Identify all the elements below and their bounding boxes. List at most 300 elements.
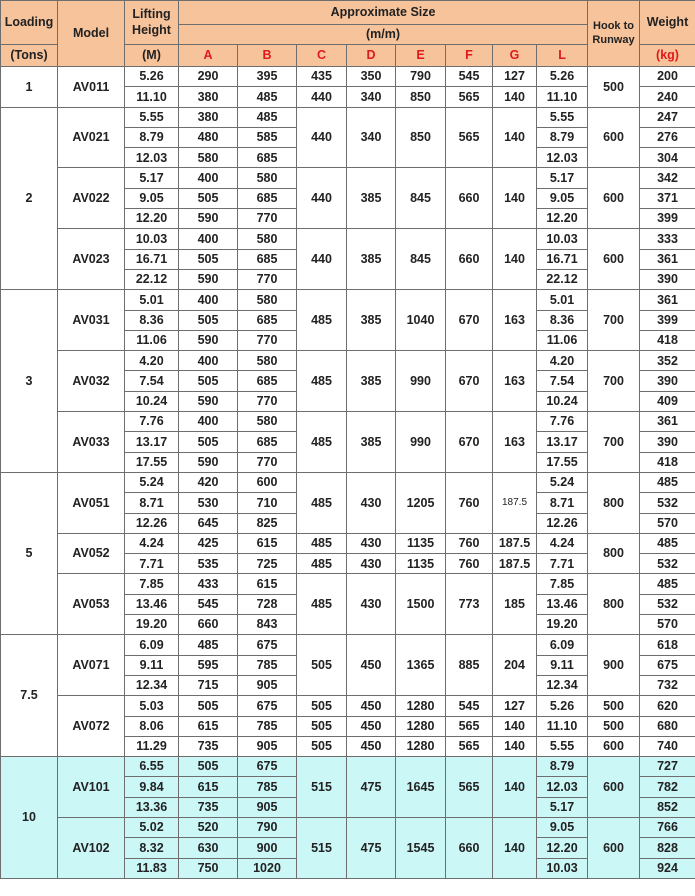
table-row	[1, 472, 695, 492]
lifting-height-cell: 11.10	[125, 87, 179, 107]
approximate-size-header: Approximate Size	[179, 1, 588, 25]
weight-cell: 766	[640, 817, 695, 837]
weight-cell: 532	[640, 594, 695, 614]
hook-to-runway-cell: 700	[588, 412, 640, 473]
size-f-cell: 565	[446, 107, 493, 168]
size-d-cell: 430	[347, 554, 396, 574]
size-l-cell: 16.71	[537, 249, 588, 269]
size-b-cell: 900	[238, 838, 297, 858]
lifting-height-cell: 12.20	[125, 209, 179, 229]
hook-to-runway-cell: 800	[588, 574, 640, 635]
loading-cell: 3	[1, 290, 58, 473]
size-l-cell: 10.24	[537, 391, 588, 411]
table-row	[1, 107, 695, 127]
weight-cell: 399	[640, 310, 695, 330]
size-b-cell: 615	[238, 533, 297, 553]
weight-cell: 409	[640, 391, 695, 411]
size-b-cell: 485	[238, 87, 297, 107]
col-g-header: G	[493, 45, 537, 67]
size-a-cell: 380	[179, 87, 238, 107]
model-cell: AV072	[58, 696, 125, 757]
size-e-cell: 1280	[396, 716, 446, 736]
weight-cell: 570	[640, 513, 695, 533]
weight-cell: 727	[640, 757, 695, 777]
hook-to-runway-cell: 800	[588, 533, 640, 574]
size-f-cell: 670	[446, 351, 493, 412]
size-b-cell: 580	[238, 290, 297, 310]
size-b-cell: 905	[238, 736, 297, 756]
size-b-cell: 685	[238, 310, 297, 330]
size-l-cell: 7.76	[537, 412, 588, 432]
size-c-cell: 440	[297, 168, 347, 229]
lifting-height-cell: 9.05	[125, 188, 179, 208]
size-d-cell: 385	[347, 168, 396, 229]
table-row	[1, 696, 695, 716]
size-b-cell: 675	[238, 696, 297, 716]
size-g-cell: 140	[493, 107, 537, 168]
size-a-cell: 480	[179, 127, 238, 147]
size-l-cell: 12.03	[537, 777, 588, 797]
size-e-cell: 1280	[396, 696, 446, 716]
size-a-cell: 615	[179, 777, 238, 797]
size-e-cell: 1645	[396, 757, 446, 818]
lifting-height-cell: 4.20	[125, 351, 179, 371]
weight-cell: 342	[640, 168, 695, 188]
model-cell: AV011	[58, 67, 125, 108]
size-g-cell: 140	[493, 229, 537, 290]
size-g-cell: 140	[493, 87, 537, 107]
table-row	[1, 757, 695, 777]
weight-header: Weight	[640, 1, 695, 45]
weight-cell: 740	[640, 736, 695, 756]
size-l-cell: 5.26	[537, 696, 588, 716]
size-g-cell: 127	[493, 67, 537, 87]
size-c-cell: 505	[297, 716, 347, 736]
size-a-cell: 400	[179, 229, 238, 249]
size-e-cell: 1135	[396, 554, 446, 574]
size-l-cell: 5.55	[537, 107, 588, 127]
size-d-cell: 340	[347, 107, 396, 168]
size-l-cell: 9.11	[537, 655, 588, 675]
weight-cell: 390	[640, 371, 695, 391]
size-d-cell: 430	[347, 472, 396, 533]
model-cell: AV032	[58, 351, 125, 412]
size-l-cell: 9.05	[537, 817, 588, 837]
loading-cell: 10	[1, 757, 58, 879]
size-b-cell: 785	[238, 777, 297, 797]
lifting-height-cell: 12.26	[125, 513, 179, 533]
size-f-cell: 565	[446, 736, 493, 756]
size-b-cell: 905	[238, 797, 297, 817]
weight-cell: 390	[640, 269, 695, 289]
weight-cell: 418	[640, 452, 695, 472]
hook-to-runway-cell: 600	[588, 168, 640, 229]
lifting-height-cell: 5.26	[125, 67, 179, 87]
size-l-cell: 13.46	[537, 594, 588, 614]
size-d-cell: 430	[347, 533, 396, 553]
size-b-cell: 785	[238, 655, 297, 675]
size-d-cell: 385	[347, 351, 396, 412]
loading-cell: 5	[1, 472, 58, 634]
model-cell: AV022	[58, 168, 125, 229]
size-a-cell: 735	[179, 797, 238, 817]
size-l-cell: 5.24	[537, 472, 588, 492]
size-l-cell: 5.17	[537, 797, 588, 817]
weight-cell: 200	[640, 67, 695, 87]
size-f-cell: 660	[446, 229, 493, 290]
size-l-cell: 5.01	[537, 290, 588, 310]
size-g-cell: 187.5	[493, 533, 537, 553]
size-a-cell: 505	[179, 432, 238, 452]
size-a-cell: 530	[179, 493, 238, 513]
size-c-cell: 485	[297, 574, 347, 635]
lifting-height-cell: 5.24	[125, 472, 179, 492]
size-a-cell: 545	[179, 594, 238, 614]
table-row	[1, 635, 695, 655]
size-a-cell: 290	[179, 67, 238, 87]
size-a-cell: 425	[179, 533, 238, 553]
size-e-cell: 1500	[396, 574, 446, 635]
size-b-cell: 675	[238, 757, 297, 777]
weight-cell: 304	[640, 148, 695, 168]
hook-to-runway-cell: 600	[588, 736, 640, 756]
size-g-cell: 163	[493, 290, 537, 351]
table-row	[1, 817, 695, 837]
size-d-cell: 475	[347, 757, 396, 818]
size-l-cell: 12.20	[537, 838, 588, 858]
weight-cell: 618	[640, 635, 695, 655]
weight-cell: 485	[640, 533, 695, 553]
size-b-cell: 615	[238, 574, 297, 594]
lifting-height-cell: 11.83	[125, 858, 179, 878]
size-d-cell: 450	[347, 716, 396, 736]
loading-cell: 1	[1, 67, 58, 108]
lifting-height-cell: 8.71	[125, 493, 179, 513]
size-f-cell: 773	[446, 574, 493, 635]
lifting-height-cell: 10.24	[125, 391, 179, 411]
size-a-cell: 590	[179, 209, 238, 229]
size-b-cell: 685	[238, 148, 297, 168]
lifting-height-cell: 12.03	[125, 148, 179, 168]
size-e-cell: 790	[396, 67, 446, 87]
weight-cell: 361	[640, 412, 695, 432]
size-e-cell: 1365	[396, 635, 446, 696]
weight-cell: 390	[640, 432, 695, 452]
size-a-cell: 580	[179, 148, 238, 168]
size-l-cell: 5.55	[537, 736, 588, 756]
size-l-cell: 8.71	[537, 493, 588, 513]
loading-header: Loading	[1, 1, 58, 45]
weight-cell: 675	[640, 655, 695, 675]
size-f-cell: 565	[446, 757, 493, 818]
size-a-cell: 750	[179, 858, 238, 878]
size-g-cell: 140	[493, 817, 537, 878]
size-l-cell: 12.03	[537, 148, 588, 168]
meters-unit-header: (M)	[125, 45, 179, 67]
size-l-cell: 5.17	[537, 168, 588, 188]
weight-cell: 371	[640, 188, 695, 208]
size-a-cell: 595	[179, 655, 238, 675]
size-e-cell: 845	[396, 168, 446, 229]
size-a-cell: 505	[179, 696, 238, 716]
size-f-cell: 660	[446, 817, 493, 878]
lifting-height-cell: 5.01	[125, 290, 179, 310]
size-f-cell: 670	[446, 412, 493, 473]
size-c-cell: 515	[297, 757, 347, 818]
size-l-cell: 4.20	[537, 351, 588, 371]
lifting-height-cell: 11.06	[125, 330, 179, 350]
size-l-cell: 7.71	[537, 554, 588, 574]
lifting-height-cell: 5.17	[125, 168, 179, 188]
size-g-cell: 140	[493, 168, 537, 229]
size-g-cell: 185	[493, 574, 537, 635]
table-row	[1, 229, 695, 249]
hook-to-runway-header: Hook to Runway	[588, 1, 640, 67]
size-g-cell: 163	[493, 412, 537, 473]
table-row	[1, 574, 695, 594]
model-cell: AV071	[58, 635, 125, 696]
hook-to-runway-cell: 600	[588, 229, 640, 290]
weight-cell: 240	[640, 87, 695, 107]
size-l-cell: 11.10	[537, 716, 588, 736]
lifting-height-cell: 5.03	[125, 696, 179, 716]
weight-cell: 276	[640, 127, 695, 147]
hook-to-runway-cell: 600	[588, 107, 640, 168]
size-d-cell: 385	[347, 412, 396, 473]
size-d-cell: 430	[347, 574, 396, 635]
model-cell: AV101	[58, 757, 125, 818]
size-l-cell: 9.05	[537, 188, 588, 208]
hook-to-runway-cell: 700	[588, 290, 640, 351]
size-g-cell: 140	[493, 736, 537, 756]
size-a-cell: 505	[179, 757, 238, 777]
size-d-cell: 350	[347, 67, 396, 87]
hook-to-runway-cell: 500	[588, 716, 640, 736]
lifting-height-cell: 8.36	[125, 310, 179, 330]
size-unit-header: (m/m)	[179, 25, 588, 45]
col-d-header: D	[347, 45, 396, 67]
size-b-cell: 580	[238, 412, 297, 432]
lifting-height-cell: 4.24	[125, 533, 179, 553]
size-a-cell: 590	[179, 330, 238, 350]
size-a-cell: 505	[179, 371, 238, 391]
model-cell: AV102	[58, 817, 125, 878]
size-c-cell: 485	[297, 533, 347, 553]
col-e-header: E	[396, 45, 446, 67]
size-c-cell: 485	[297, 412, 347, 473]
size-l-cell: 12.26	[537, 513, 588, 533]
lifting-height-cell: 11.29	[125, 736, 179, 756]
size-l-cell: 8.79	[537, 127, 588, 147]
tons-unit-header: (Tons)	[1, 45, 58, 67]
loading-cell: 7.5	[1, 635, 58, 757]
size-c-cell: 505	[297, 635, 347, 696]
lifting-height-cell: 22.12	[125, 269, 179, 289]
size-c-cell: 515	[297, 817, 347, 878]
hook-to-runway-cell: 800	[588, 472, 640, 533]
table-row	[1, 168, 695, 188]
size-g-cell: 140	[493, 716, 537, 736]
lifting-height-cell: 10.03	[125, 229, 179, 249]
size-a-cell: 590	[179, 391, 238, 411]
size-b-cell: 675	[238, 635, 297, 655]
size-c-cell: 485	[297, 351, 347, 412]
size-b-cell: 685	[238, 188, 297, 208]
weight-cell: 361	[640, 290, 695, 310]
size-l-cell: 12.34	[537, 675, 588, 695]
size-b-cell: 685	[238, 432, 297, 452]
size-b-cell: 600	[238, 472, 297, 492]
size-f-cell: 545	[446, 696, 493, 716]
size-d-cell: 340	[347, 87, 396, 107]
size-f-cell: 565	[446, 716, 493, 736]
weight-cell: 247	[640, 107, 695, 127]
size-a-cell: 715	[179, 675, 238, 695]
size-b-cell: 1020	[238, 858, 297, 878]
weight-cell: 620	[640, 696, 695, 716]
size-l-cell: 22.12	[537, 269, 588, 289]
size-e-cell: 1205	[396, 472, 446, 533]
lifting-height-cell: 8.06	[125, 716, 179, 736]
model-cell: AV021	[58, 107, 125, 168]
col-l-header: L	[537, 45, 588, 67]
size-e-cell: 990	[396, 412, 446, 473]
size-l-cell: 17.55	[537, 452, 588, 472]
size-g-cell: 127	[493, 696, 537, 716]
size-l-cell: 10.03	[537, 229, 588, 249]
size-e-cell: 1545	[396, 817, 446, 878]
size-a-cell: 615	[179, 716, 238, 736]
size-a-cell: 380	[179, 107, 238, 127]
model-cell: AV051	[58, 472, 125, 533]
size-b-cell: 785	[238, 716, 297, 736]
size-l-cell: 5.26	[537, 67, 588, 87]
hook-to-runway-cell: 700	[588, 351, 640, 412]
size-a-cell: 590	[179, 269, 238, 289]
size-a-cell: 400	[179, 412, 238, 432]
size-e-cell: 850	[396, 107, 446, 168]
size-l-cell: 12.20	[537, 209, 588, 229]
size-a-cell: 505	[179, 188, 238, 208]
weight-cell: 532	[640, 493, 695, 513]
size-f-cell: 670	[446, 290, 493, 351]
lifting-height-cell: 16.71	[125, 249, 179, 269]
size-l-cell: 13.17	[537, 432, 588, 452]
size-c-cell: 440	[297, 229, 347, 290]
lifting-height-cell: 5.55	[125, 107, 179, 127]
size-b-cell: 580	[238, 229, 297, 249]
weight-cell: 333	[640, 229, 695, 249]
weight-cell: 352	[640, 351, 695, 371]
lifting-height-cell: 13.36	[125, 797, 179, 817]
size-l-cell: 4.24	[537, 533, 588, 553]
col-b-header: B	[238, 45, 297, 67]
lifting-height-cell: 9.84	[125, 777, 179, 797]
lifting-height-cell: 7.54	[125, 371, 179, 391]
loading-cell: 2	[1, 107, 58, 290]
table-header	[1, 1, 695, 67]
size-a-cell: 645	[179, 513, 238, 533]
size-l-cell: 7.54	[537, 371, 588, 391]
size-l-cell: 11.06	[537, 330, 588, 350]
size-b-cell: 905	[238, 675, 297, 695]
size-c-cell: 485	[297, 290, 347, 351]
size-l-cell: 19.20	[537, 615, 588, 635]
size-c-cell: 440	[297, 107, 347, 168]
size-d-cell: 450	[347, 696, 396, 716]
lifting-height-cell: 8.79	[125, 127, 179, 147]
size-e-cell: 850	[396, 87, 446, 107]
lifting-height-cell: 9.11	[125, 655, 179, 675]
weight-cell: 532	[640, 554, 695, 574]
weight-cell: 570	[640, 615, 695, 635]
size-a-cell: 433	[179, 574, 238, 594]
size-l-cell: 6.09	[537, 635, 588, 655]
size-d-cell: 385	[347, 229, 396, 290]
hook-to-runway-cell: 500	[588, 67, 640, 108]
size-e-cell: 1040	[396, 290, 446, 351]
size-e-cell: 845	[396, 229, 446, 290]
size-g-cell: 163	[493, 351, 537, 412]
weight-cell: 924	[640, 858, 695, 878]
size-l-cell: 10.03	[537, 858, 588, 878]
weight-cell: 485	[640, 574, 695, 594]
size-a-cell: 660	[179, 615, 238, 635]
weight-cell: 852	[640, 797, 695, 817]
size-b-cell: 395	[238, 67, 297, 87]
size-a-cell: 735	[179, 736, 238, 756]
weight-cell: 680	[640, 716, 695, 736]
hook-to-runway-cell: 900	[588, 635, 640, 696]
weight-cell: 399	[640, 209, 695, 229]
model-cell: AV033	[58, 412, 125, 473]
size-f-cell: 565	[446, 87, 493, 107]
model-cell: AV052	[58, 533, 125, 574]
weight-cell: 828	[640, 838, 695, 858]
hook-to-runway-cell: 600	[588, 757, 640, 818]
col-c-header: C	[297, 45, 347, 67]
size-a-cell: 400	[179, 290, 238, 310]
lifting-height-cell: 19.20	[125, 615, 179, 635]
table-body	[1, 67, 695, 879]
size-b-cell: 770	[238, 209, 297, 229]
lifting-height-cell: 5.02	[125, 817, 179, 837]
size-b-cell: 485	[238, 107, 297, 127]
lifting-height-cell: 13.46	[125, 594, 179, 614]
weight-cell: 418	[640, 330, 695, 350]
lifting-height-header: Lifting Height	[125, 1, 179, 45]
size-b-cell: 685	[238, 371, 297, 391]
size-b-cell: 725	[238, 554, 297, 574]
size-d-cell: 385	[347, 290, 396, 351]
size-g-cell: 140	[493, 757, 537, 818]
model-cell: AV031	[58, 290, 125, 351]
table-row	[1, 533, 695, 553]
table-row	[1, 290, 695, 310]
size-a-cell: 520	[179, 817, 238, 837]
lifting-height-cell: 17.55	[125, 452, 179, 472]
size-b-cell: 770	[238, 391, 297, 411]
size-b-cell: 585	[238, 127, 297, 147]
model-cell: AV023	[58, 229, 125, 290]
weight-cell: 485	[640, 472, 695, 492]
size-l-cell: 11.10	[537, 87, 588, 107]
size-b-cell: 685	[238, 249, 297, 269]
lifting-height-cell: 6.09	[125, 635, 179, 655]
size-c-cell: 485	[297, 472, 347, 533]
size-a-cell: 485	[179, 635, 238, 655]
size-f-cell: 760	[446, 472, 493, 533]
